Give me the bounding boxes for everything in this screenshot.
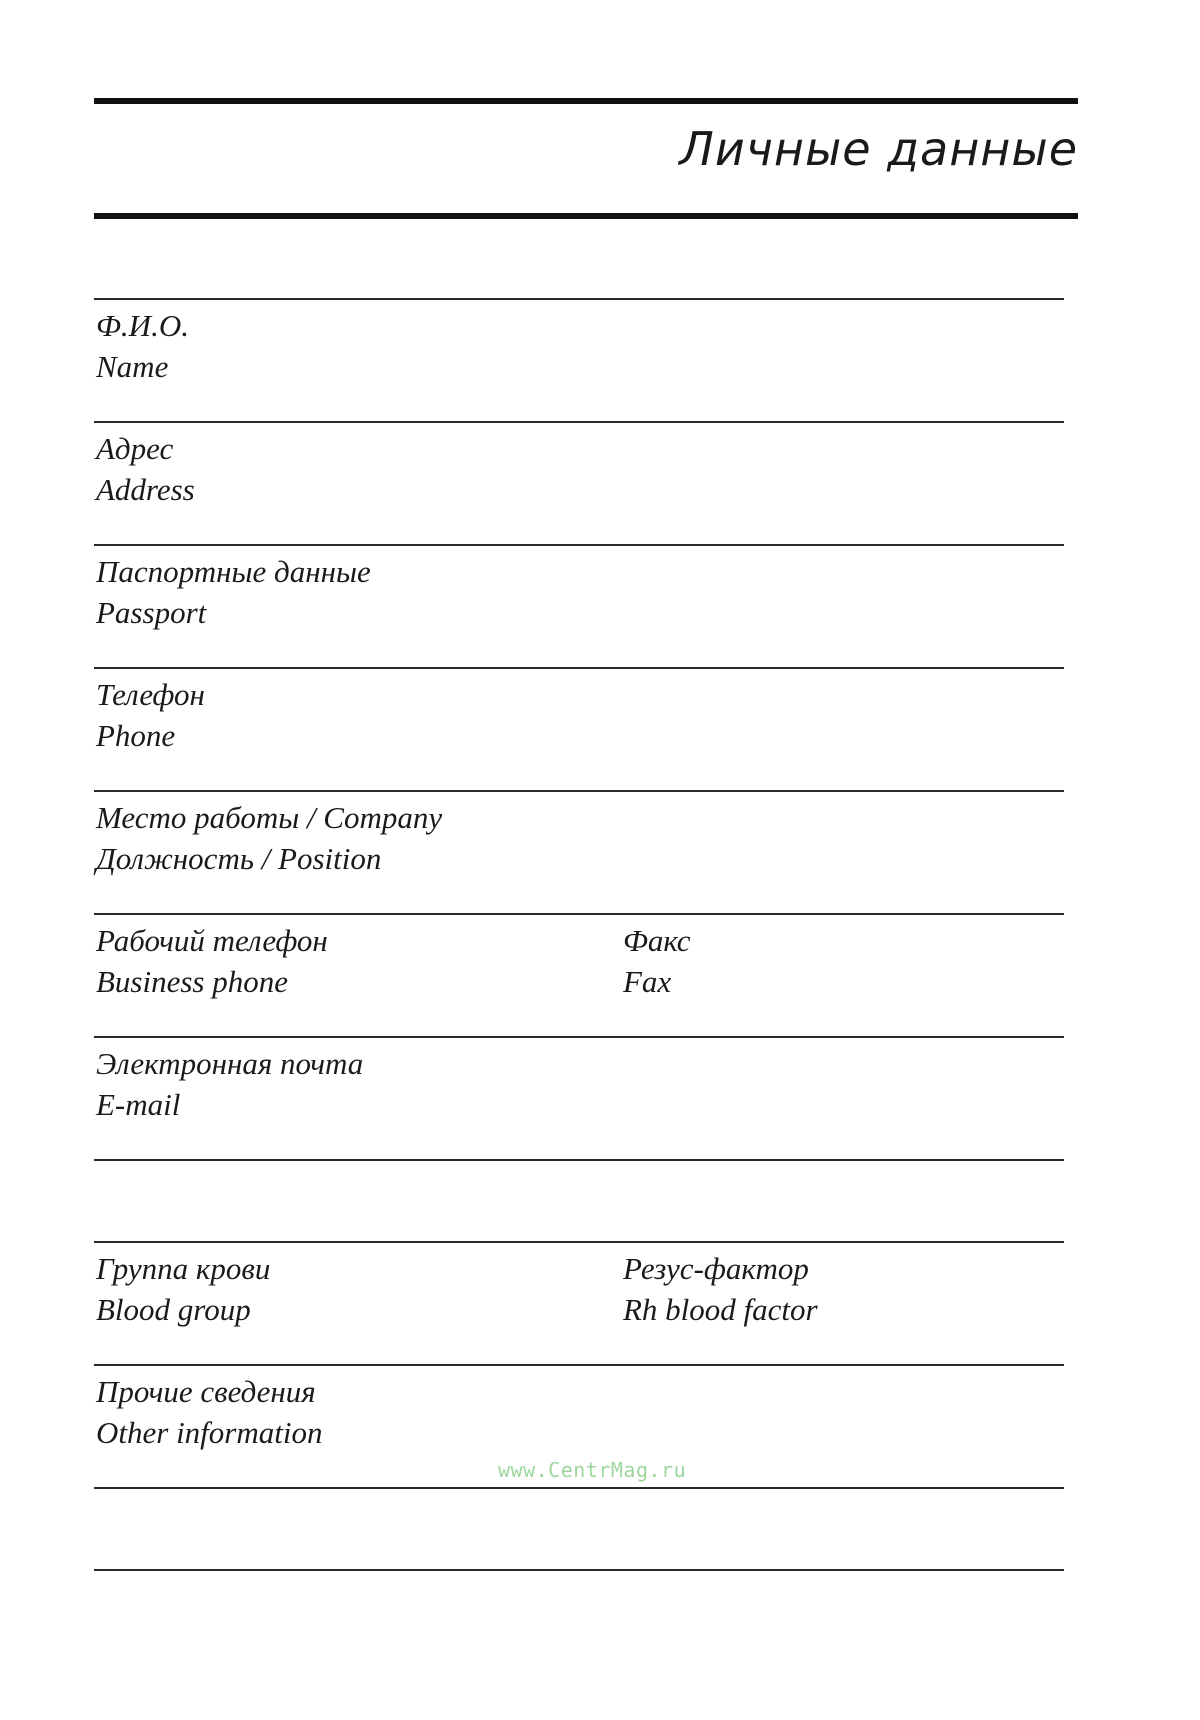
- form-line: [94, 913, 1064, 915]
- form-line: [94, 1569, 1064, 1571]
- form-line: [94, 1364, 1064, 1366]
- field-blood-group-label-ru: Группа крови: [96, 1251, 271, 1286]
- field-address-label-ru: Адрес: [96, 431, 174, 466]
- field-business-phone-label-ru: Рабочий телефон: [96, 923, 328, 958]
- field-rh-factor: [623, 1248, 818, 1330]
- field-email-label-ru: Электронная почта: [96, 1046, 364, 1081]
- field-phone: [96, 674, 205, 756]
- field-fax: [623, 920, 691, 1002]
- form-line: [94, 1487, 1064, 1489]
- field-address: [96, 428, 195, 510]
- field-phone-label-en: Phone: [96, 718, 176, 753]
- field-passport: [96, 551, 371, 633]
- form-line: [94, 421, 1064, 423]
- field-blood-group-label-en: Blood group: [96, 1292, 251, 1327]
- form-line: [94, 790, 1064, 792]
- field-company-label: Место работы / Company: [96, 800, 443, 835]
- form-line: [94, 667, 1064, 669]
- field-business-phone: [96, 920, 328, 1002]
- watermark: www.CentrMag.ru: [498, 1458, 687, 1482]
- field-blood-group: [96, 1248, 270, 1330]
- field-name: [96, 305, 189, 387]
- header-bottom-rule: [94, 213, 1078, 219]
- field-fax-label-en: Fax: [623, 964, 672, 999]
- field-address-label-en: Address: [96, 472, 195, 507]
- field-other-info: [96, 1371, 322, 1453]
- field-name-label-en: Name: [96, 349, 169, 384]
- field-passport-label-en: Passport: [96, 595, 207, 630]
- header-top-rule: [94, 98, 1078, 104]
- field-passport-label-ru: Паспортные данные: [96, 554, 371, 589]
- field-fax-label-ru: Факс: [623, 923, 691, 958]
- field-name-label-ru: Ф.И.О.: [96, 308, 189, 343]
- field-other-info-label-en: Other information: [96, 1415, 323, 1450]
- form-line: [94, 1036, 1064, 1038]
- form-line: [94, 1159, 1064, 1161]
- page-title: Личные данные: [679, 122, 1078, 176]
- field-company: [96, 797, 442, 879]
- form-line: [94, 298, 1064, 300]
- field-email: [96, 1043, 363, 1125]
- field-business-phone-label-en: Business phone: [96, 964, 289, 999]
- field-phone-label-ru: Телефон: [96, 677, 205, 712]
- form-line: [94, 1241, 1064, 1243]
- form-line: [94, 544, 1064, 546]
- field-rh-factor-label-en: Rh blood factor: [623, 1292, 818, 1327]
- field-other-info-label-ru: Прочие сведения: [96, 1374, 316, 1409]
- field-email-label-en: E-mail: [96, 1087, 181, 1122]
- field-rh-factor-label-ru: Резус-фактор: [623, 1251, 809, 1286]
- field-position-label: Должность / Position: [96, 841, 382, 876]
